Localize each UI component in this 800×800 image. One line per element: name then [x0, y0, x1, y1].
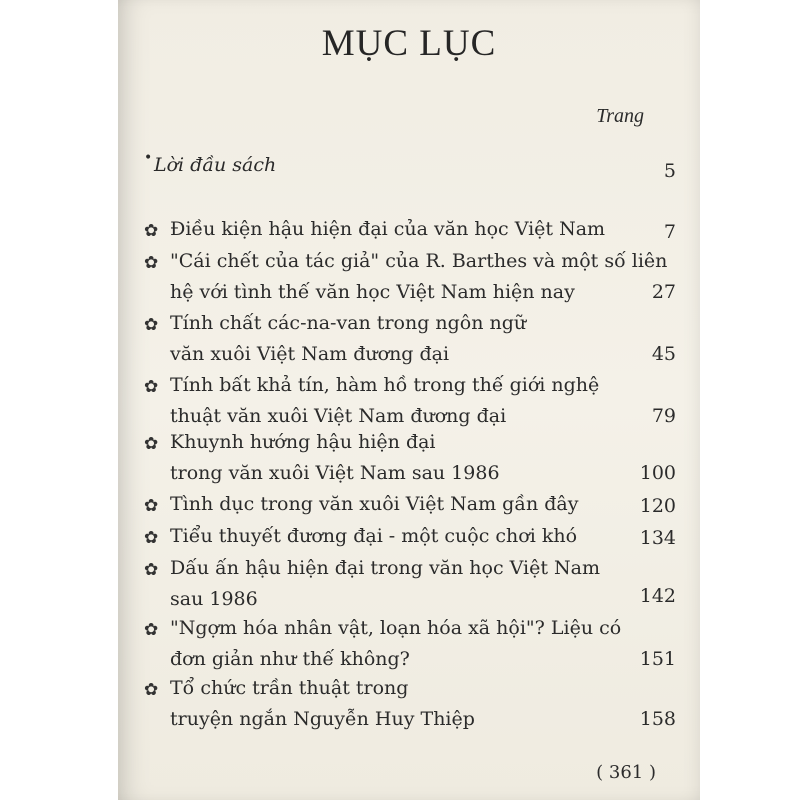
flower-bullet-icon: ✿ [144, 221, 159, 241]
flower-bullet-icon: ✿ [144, 377, 159, 397]
entry-page: 27 [651, 281, 676, 303]
entry-page: 158 [639, 708, 676, 730]
flower-bullet-icon: ✿ [144, 560, 159, 580]
flower-bullet-icon: ✿ [144, 680, 159, 700]
entry-page: 45 [651, 343, 676, 365]
entry-title-line2: trong văn xuôi Việt Nam sau 1986 [170, 462, 500, 484]
entry-title-line1: Dấu ấn hậu hiện đại trong văn học Việt Nam [170, 557, 600, 579]
entry-title-line1: Tính chất các-na-van trong ngôn ngữ [170, 312, 527, 334]
entry-title-line1: "Ngợm hóa nhân vật, loạn hóa xã hội"? Liệu có [170, 617, 622, 639]
flower-bullet-icon: ✿ [144, 253, 159, 273]
book-page [118, 0, 700, 800]
flower-bullet-icon: ✿ [144, 528, 159, 548]
page-title: MỤC LỤC [321, 23, 497, 64]
flower-bullet-icon: ✿ [144, 434, 159, 454]
entry-page: 151 [639, 648, 676, 670]
entry-title-line1: Tiểu thuyết đương đại - một cuộc chơi khó [170, 525, 578, 547]
entry-title-line2: sau 1986 [170, 588, 258, 610]
entry-title-line2: đơn giản như thế không? [170, 648, 410, 670]
flower-bullet-icon: ✿ [144, 620, 159, 640]
entry-title-line2: văn xuôi Việt Nam đương đại [170, 343, 450, 365]
entry-page: 7 [663, 221, 676, 243]
entry-title-line2: thuật văn xuôi Việt Nam đương đại [170, 405, 507, 427]
preface-page: 5 [663, 160, 676, 182]
entry-page: 79 [651, 405, 676, 427]
entry-title-line2: hệ với tình thế văn học Việt Nam hiện nay [170, 281, 575, 303]
entry-page: 134 [639, 527, 676, 549]
bullet-icon: • [144, 150, 153, 166]
entry-page: 142 [639, 585, 676, 607]
page-column-label: Trang [596, 105, 644, 127]
entry-title-line1: Điều kiện hậu hiện đại của văn học Việt Nam [170, 218, 606, 240]
flower-bullet-icon: ✿ [144, 496, 159, 516]
preface-title: Lời đầu sách [154, 154, 277, 176]
entry-title-line1: Tính bất khả tín, hàm hồ trong thế giới nghệ [170, 374, 600, 396]
preface-entry [144, 150, 676, 180]
entry-page: 120 [639, 495, 676, 517]
entry-title-line2: truyện ngắn Nguyễn Huy Thiệp [170, 708, 475, 730]
page-number: ( 361 ) [596, 762, 656, 783]
flower-bullet-icon: ✿ [144, 315, 159, 335]
entry-title-line1: Khuynh hướng hậu hiện đại [170, 431, 436, 453]
entry-page: 100 [639, 462, 676, 484]
entry-title-line1: "Cái chết của tác giả" của R. Barthes và một số liên [170, 250, 668, 272]
entry-title-line1: Tình dục trong văn xuôi Việt Nam gần đây [170, 493, 579, 515]
entry-title-line1: Tổ chức trần thuật trong [170, 677, 409, 699]
